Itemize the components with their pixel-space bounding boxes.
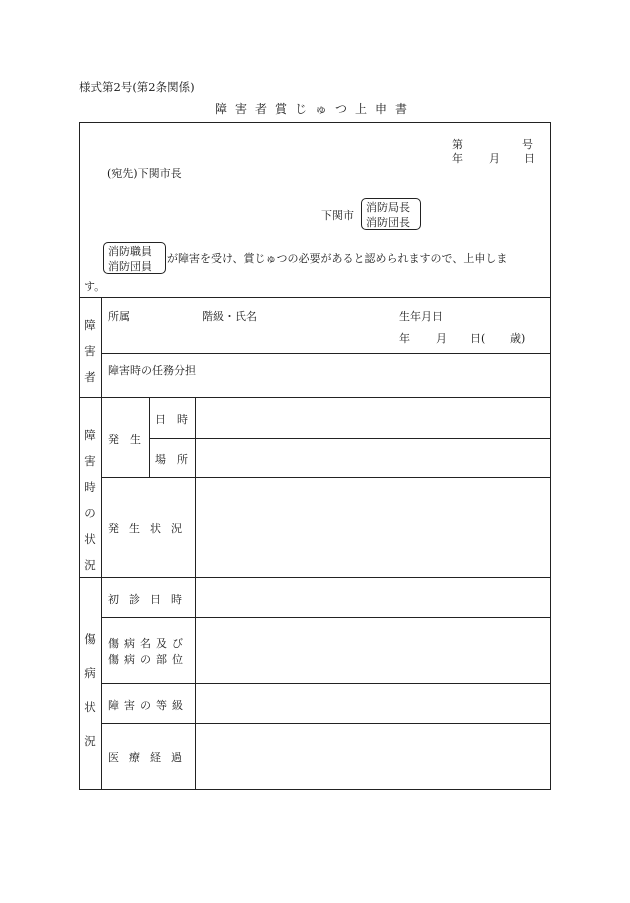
row-divider: [101, 477, 551, 478]
addressee: (宛先)下関市長: [107, 167, 182, 180]
body-text: が障害を受け、賞じゅつの必要があると認められますので、上申しま: [167, 252, 508, 265]
occurrence-label: 発 生: [108, 433, 141, 446]
injury-name-label: 傷病名及び: [108, 637, 188, 650]
rank-name-label: 階級・氏名: [202, 310, 257, 323]
body-option-1: 消防職員: [108, 245, 152, 258]
row-divider: [149, 438, 551, 439]
injured-person-label: 障 害 者: [84, 318, 96, 384]
date-day: 日: [524, 152, 535, 165]
duty-label: 障害時の任務分担: [108, 364, 196, 377]
row-divider: [101, 353, 551, 354]
sender-option-2: 消防団長: [366, 216, 410, 229]
age-label: 歳): [510, 332, 526, 345]
circumstances-label: 発生状況: [108, 522, 192, 535]
injury-label: 傷 病 状 況: [84, 632, 96, 748]
row-divider: [101, 617, 551, 618]
grade-label: 障害の等級: [108, 699, 188, 712]
form-title: 障害者賞じゅつ上申書: [214, 102, 415, 116]
injury-site-label: 傷病の部位: [108, 653, 188, 666]
date-month: 月: [489, 152, 500, 165]
row-divider: [79, 297, 551, 298]
row-divider: [101, 683, 551, 684]
row-divider: [79, 577, 551, 578]
form-number: 様式第2号(第2条関係): [79, 80, 195, 94]
first-exam-label: 初診日時: [108, 593, 192, 606]
place-label: 場 所: [155, 453, 188, 466]
number-suffix: 号: [522, 138, 533, 151]
column-divider: [149, 397, 150, 477]
body-option-2: 消防団員: [108, 260, 152, 273]
birth-day: 日(: [470, 332, 486, 345]
date-year: 年: [452, 152, 463, 165]
birth-month: 月: [436, 332, 447, 345]
birth-date-label: 生年月日: [399, 310, 443, 323]
column-divider: [101, 297, 102, 790]
birth-year: 年: [399, 332, 410, 345]
sender-option-1: 消防局長: [366, 201, 410, 214]
number-label: 第: [452, 138, 463, 151]
progress-label: 医療経過: [108, 751, 192, 764]
column-divider: [195, 397, 196, 790]
sender-city: 下関市: [321, 209, 354, 222]
affiliation-label: 所属: [108, 310, 130, 323]
row-divider: [101, 723, 551, 724]
situation-label: 障 害 時 の 状 況: [84, 428, 96, 572]
body-text-end: す。: [84, 280, 106, 293]
datetime-label: 日 時: [155, 413, 188, 426]
